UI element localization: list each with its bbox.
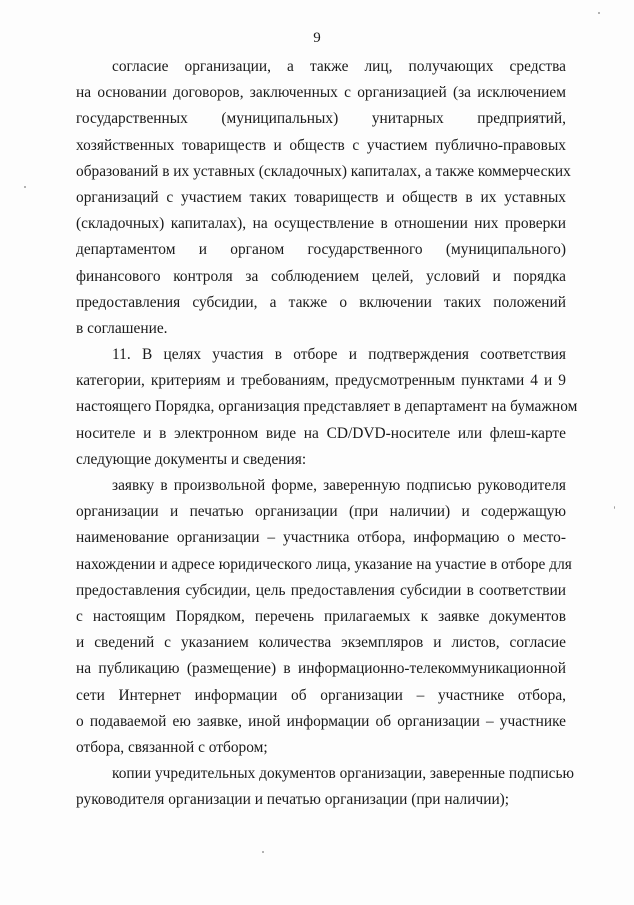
text-line: предоставления субсидии, цель предоставления субсидии в соответствии [76,581,566,599]
scan-speck [24,186,26,188]
text-line: и сведений с указанием количества экземпляров и листов, согласие [76,634,566,652]
text-line: настоящего Порядка, организация представляет в департамент на бумажном [76,398,578,416]
text-line: нахождении и адресе юридического лица, указание на участие в отборе для [76,555,572,573]
page-number: 9 [313,30,321,46]
text-line: организации и печатью организации (при наличии) и содержащую [76,503,566,521]
document-body [76,54,578,813]
text-line: заявку в произвольной форме, заверенную подписью руководителя [112,477,566,494]
text-line: носителе и в электронном виде на CD/DVD-носителе или флеш-карте [76,424,566,442]
text-line: в соглашение. [76,319,168,337]
text-line: следующие документы и сведения: [76,450,307,468]
text-line: наименование организации – участника отбора, информацию о место- [76,529,566,547]
text-line: департаментом и органом государственного (муниципального) [76,241,566,259]
text-line: финансового контроля за соблюдением целей, условий и порядка [76,267,566,285]
text-line: копии учредительных документов организации, заверенные подписью [112,765,574,783]
text-line: на основании договоров, заключенных с организацией (за исключением [76,84,566,102]
scan-speck [598,12,600,14]
text-line: предоставления субсидии, а также о включении таких положений [76,293,566,311]
text-line: сети Интернет информации об организации – участнике отбора, [76,686,566,704]
text-line: (складочных) капиталах), на осуществление в отношении них проверки [76,215,566,233]
text-line: отбора, связанной с отбором; [76,738,268,756]
text-line: организаций с участием таких товариществ и обществ в их уставных [76,188,566,206]
text-line: на публикацию (размещение) в информационно-телекоммуникационной [76,660,566,678]
scan-speck [262,851,264,853]
scan-speck [614,506,615,509]
text-line: о подаваемой ею заявке, иной информации об организации – участнике [76,712,566,730]
text-line: с настоящим Порядком, перечень прилагаемых к заявке документов [76,607,566,625]
text-line: согласие организации, а также лиц, получающих средства [112,58,566,75]
text-line: хозяйственных товариществ и обществ с участием публично-правовых [76,136,566,154]
text-line: образований в их уставных (складочных) капиталах, а также коммерческих [76,162,571,180]
text-line: 11. В целях участия в отборе и подтверждения соответствия [112,346,566,364]
text-line: категории, критериям и требованиям, предусмотренным пунктами 4 и 9 [76,372,566,390]
text-line: государственных (муниципальных) унитарных предприятий, [76,110,566,128]
text-line: руководителя организации и печатью организации (при наличии); [76,791,510,809]
